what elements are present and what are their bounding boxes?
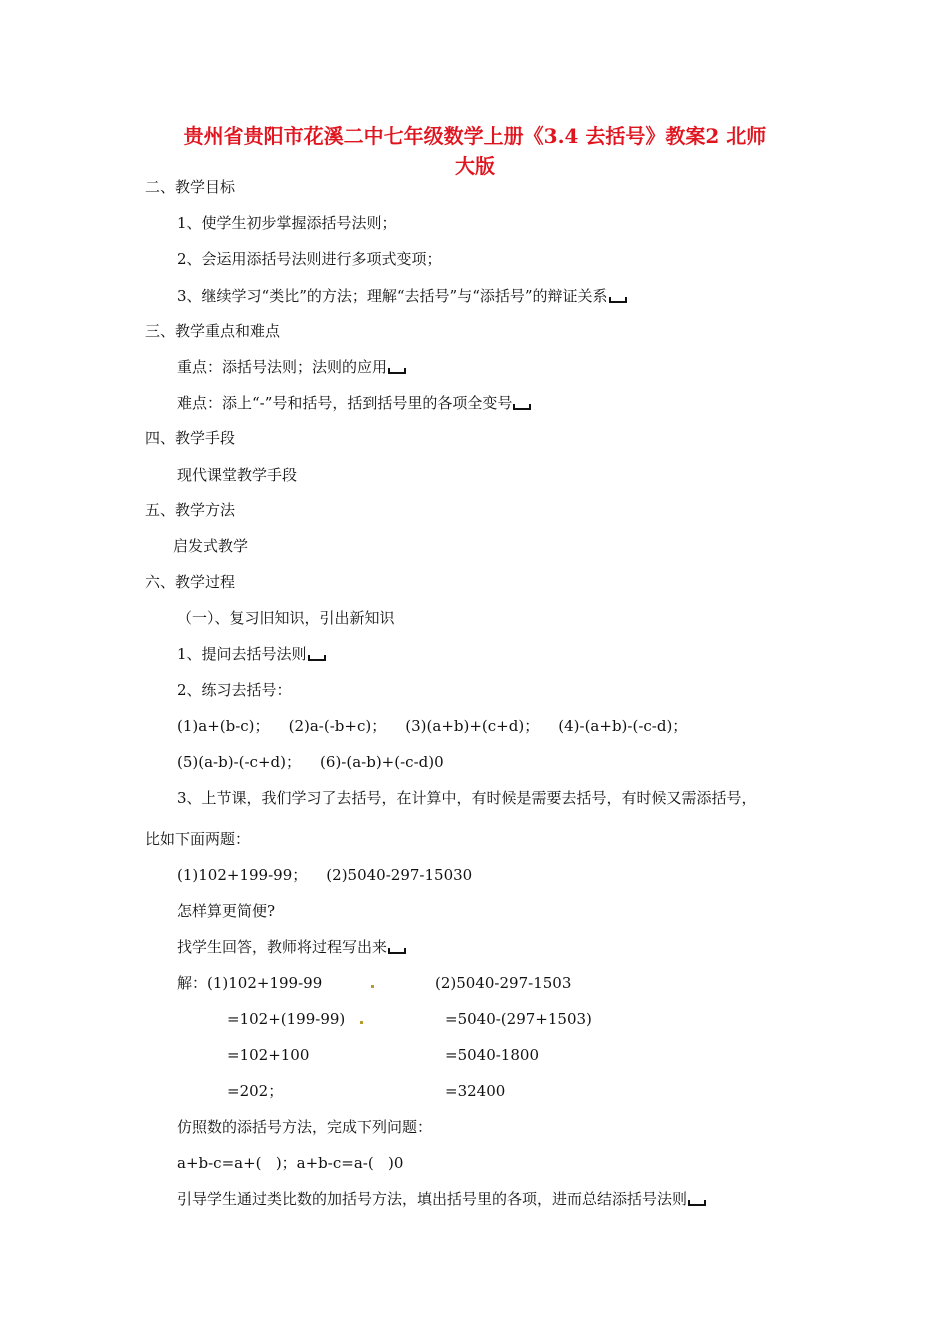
section-heading-objectives: 二、教学目标 xyxy=(145,178,236,196)
process-item-3-continued: 比如下面两题： xyxy=(145,830,251,848)
title-line-2: 大版 xyxy=(455,154,495,178)
section-heading-keypoints: 三、教学重点和难点 xyxy=(145,322,281,340)
end-mark xyxy=(609,297,627,303)
stray-dot xyxy=(360,1021,363,1024)
solution-left-step-4: =202； xyxy=(227,1082,284,1100)
end-mark xyxy=(388,368,406,374)
solution-left-step-3: =102+100 xyxy=(227,1046,310,1064)
question-simpler: 怎样算更简便? xyxy=(177,902,276,920)
solution-right-step-4: =32400 xyxy=(445,1082,506,1100)
solution-right-step-3: =5040-1800 xyxy=(445,1046,539,1064)
section-heading-process: 六、教学过程 xyxy=(145,573,236,591)
section-heading-method: 五、教学方法 xyxy=(145,501,236,519)
objective-item-1: 1、使学生初步掌握添括号法则； xyxy=(177,214,397,232)
fill-in-equations: a+b-c=a+( )；a+b-c=a-( )0 xyxy=(177,1154,404,1172)
process-subheading-review: （一）、复习旧知识，引出新知识 xyxy=(177,609,395,627)
document-title xyxy=(130,121,820,181)
exercise-row-1: (1)a+(b-c)； (2)a-(-b+c)； (3)(a+b)+(c+d)； (4)-(a+b)-(-c-d)； xyxy=(177,717,688,735)
process-item-2: 2、练习去括号： xyxy=(177,681,292,699)
keypoint-item: 重点：添括号法则；法则的应用 xyxy=(177,357,406,377)
solution-right-step-2: =5040-(297+1503) xyxy=(445,1010,592,1028)
objective-item-2: 2、会运用添括号法则进行多项式变项； xyxy=(177,250,442,268)
solution-left-step-1: 解：(1)102+199-99 xyxy=(177,974,323,992)
end-mark xyxy=(308,655,326,661)
difficulty-item: 难点：添上“-”号和括号，括到括号里的各项全变号 xyxy=(177,393,531,413)
end-mark xyxy=(388,948,406,954)
end-mark xyxy=(513,404,531,410)
means-item: 现代课堂教学手段 xyxy=(177,466,298,484)
end-mark xyxy=(688,1200,706,1206)
calc-problems: (1)102+199-99； (2)5040-297-15030 xyxy=(177,866,473,884)
title-line-1: 贵州省贵阳市花溪二中七年级数学上册《3.4 去括号》教案2 北师 xyxy=(183,124,767,148)
objective-item-3: 3、继续学习“类比”的方法；理解“去括号”与“添括号”的辩证关系 xyxy=(177,286,627,306)
process-item-1: 1、提问去括号法则 xyxy=(177,644,326,664)
instruction-student-answer: 找学生回答，教师将过程写出来 xyxy=(177,937,406,957)
solution-left-step-2: =102+(199-99) xyxy=(227,1010,346,1028)
stray-dot xyxy=(371,985,374,988)
exercise-row-2: (5)(a-b)-(-c+d)； (6)-(a-b)+(-c-d)0 xyxy=(177,753,444,771)
summary-instruction: 引导学生通过类比数的加括号方法，填出括号里的各项，进而总结添括号法则 xyxy=(177,1189,706,1209)
method-item: 启发式教学 xyxy=(173,537,249,555)
process-item-3: 3、上节课，我们学习了去括号，在计算中，有时候是需要去括号，有时候又需添括号， xyxy=(177,789,757,807)
solution-right-step-1: (2)5040-297-1503 xyxy=(435,974,572,992)
section-heading-means: 四、教学手段 xyxy=(145,429,236,447)
imitate-instruction: 仿照数的添括号方法，完成下列问题： xyxy=(177,1118,433,1136)
